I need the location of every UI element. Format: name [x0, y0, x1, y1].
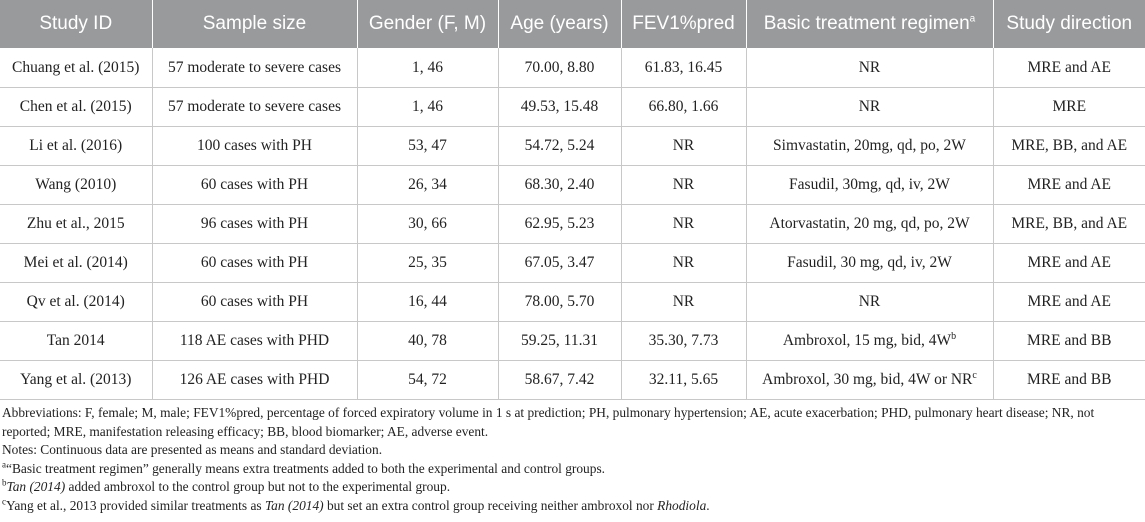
- cell-age: 78.00, 5.70: [498, 283, 621, 322]
- header-regimen-footnote-mark: a: [969, 13, 976, 25]
- footnote-b-ref: Tan (2014): [6, 479, 66, 494]
- cell-fev1: NR: [621, 166, 746, 205]
- cell-gender: 16, 44: [357, 283, 498, 322]
- table-notes: [0, 400, 1145, 515]
- cell-study-direction: MRE and AE: [993, 166, 1145, 205]
- header-regimen: [746, 0, 993, 48]
- cell-sample-size: 118 AE cases with PHD: [152, 322, 357, 361]
- cell-sample-size: 57 moderate to severe cases: [152, 88, 357, 127]
- cell-fev1: NR: [621, 205, 746, 244]
- cell-age: 59.25, 11.31: [498, 322, 621, 361]
- cell-study-id: Chen et al. (2015): [0, 88, 152, 127]
- cell-gender: 25, 35: [357, 244, 498, 283]
- table-body: [0, 48, 1145, 400]
- cell-regimen: [746, 205, 993, 244]
- cell-regimen-text: Fasudil, 30mg, qd, iv, 2W: [789, 176, 950, 193]
- table-row: [0, 361, 1145, 400]
- cell-study-direction: MRE: [993, 88, 1145, 127]
- cell-regimen-footnote-mark: b: [951, 330, 957, 342]
- footnote-c-ref: Tan (2014): [264, 497, 324, 513]
- cell-regimen: [746, 283, 993, 322]
- cell-regimen-text: NR: [858, 98, 881, 115]
- footnote-b: [2, 478, 1143, 497]
- cell-sample-size: 60 cases with PH: [152, 283, 357, 322]
- cell-sample-size: 126 AE cases with PHD: [152, 361, 357, 400]
- cell-age: 67.05, 3.47: [498, 244, 621, 283]
- cell-study-id: Li et al. (2016): [0, 127, 152, 166]
- cell-regimen-text: Atorvastatin, 20 mg, qd, po, 2W: [769, 215, 970, 232]
- cell-regimen: [746, 361, 993, 400]
- cell-gender: 26, 34: [357, 166, 498, 205]
- cell-fev1: 35.30, 7.73: [621, 322, 746, 361]
- cell-regimen-footnote-mark: c: [972, 369, 977, 381]
- cell-regimen: [746, 88, 993, 127]
- footnote-a-text: “Basic treatment regimen” generally means extra treatments added to both the experimental and control groups.: [6, 460, 606, 476]
- footnote-a: [2, 460, 1143, 479]
- cell-fev1: 66.80, 1.66: [621, 88, 746, 127]
- cell-regimen-text: Ambroxol, 30 mg, bid, 4W or NR: [762, 371, 973, 388]
- cell-regimen-text: Simvastatin, 20mg, qd, po, 2W: [773, 137, 966, 154]
- header-fev1: FEV1%pred: [621, 0, 746, 48]
- cell-regimen-text: Ambroxol, 15 mg, bid, 4W: [782, 332, 952, 349]
- cell-study-id: Wang (2010): [0, 166, 152, 205]
- cell-regimen-text: NR: [858, 293, 881, 310]
- cell-study-direction: MRE and BB: [993, 322, 1145, 361]
- cell-regimen: [746, 127, 993, 166]
- header-row: [0, 0, 1145, 48]
- footnote-a-mark: a: [2, 459, 6, 470]
- footnote-c-mark: c: [2, 496, 6, 507]
- cell-regimen-text: Fasudil, 30 mg, qd, iv, 2W: [787, 254, 952, 271]
- cell-study-id: Qv et al. (2014): [0, 283, 152, 322]
- cell-study-id: Yang et al. (2013): [0, 361, 152, 400]
- cell-gender: 30, 66: [357, 205, 498, 244]
- notes-line: Notes: Continuous data are presented as means and standard deviation.: [2, 442, 383, 457]
- table-row: [0, 166, 1145, 205]
- cell-gender: 40, 78: [357, 322, 498, 361]
- cell-study-direction: MRE, BB, and AE: [993, 205, 1145, 244]
- cell-age: 54.72, 5.24: [498, 127, 621, 166]
- cell-study-direction: MRE and AE: [993, 244, 1145, 283]
- cell-regimen-text: NR: [858, 58, 881, 76]
- header-study-id: Study ID: [0, 0, 152, 48]
- cell-sample-size: 60 cases with PH: [152, 244, 357, 283]
- cell-age: 49.53, 15.48: [498, 88, 621, 127]
- cell-fev1: NR: [621, 283, 746, 322]
- cell-regimen: [746, 48, 993, 88]
- footnote-c-text1: Yang et al., 2013 provided similar treatments as: [6, 497, 265, 513]
- cell-gender: 53, 47: [357, 127, 498, 166]
- cell-age: 58.67, 7.42: [498, 361, 621, 400]
- cell-gender: 54, 72: [357, 361, 498, 400]
- cell-fev1: 32.11, 5.65: [621, 361, 746, 400]
- cell-study-id: Mei et al. (2014): [0, 244, 152, 283]
- table-row: [0, 127, 1145, 166]
- cell-sample-size: 57 moderate to severe cases: [152, 48, 357, 88]
- cell-study-direction: MRE, BB, and AE: [993, 127, 1145, 166]
- cell-study-direction: MRE and AE: [993, 48, 1145, 88]
- cell-study-id: Chuang et al. (2015): [0, 48, 152, 88]
- header-sample-size: Sample size: [152, 0, 357, 48]
- header-study-direction: Study direction: [993, 0, 1145, 48]
- footnote-b-mark: b: [2, 477, 7, 488]
- cell-gender: 1, 46: [357, 88, 498, 127]
- footnote-c-plant: Rhodiola: [657, 497, 707, 513]
- footnote-c: [2, 497, 1143, 516]
- cell-fev1: NR: [621, 244, 746, 283]
- cell-age: 70.00, 8.80: [498, 48, 621, 88]
- footnote-c-text2: but set an extra control group receiving neither ambroxol nor: [323, 497, 658, 513]
- cell-sample-size: 96 cases with PH: [152, 205, 357, 244]
- table-row: [0, 48, 1145, 88]
- table-row: [0, 244, 1145, 283]
- cell-regimen: [746, 166, 993, 205]
- cell-regimen: [746, 244, 993, 283]
- header-age: Age (years): [498, 0, 621, 48]
- table-row: [0, 322, 1145, 361]
- cell-study-direction: MRE and BB: [993, 361, 1145, 400]
- cell-sample-size: 100 cases with PH: [152, 127, 357, 166]
- cell-study-id: Zhu et al., 2015: [0, 205, 152, 244]
- cell-study-id: Tan 2014: [0, 322, 152, 361]
- cell-gender: 1, 46: [357, 48, 498, 88]
- cell-study-direction: MRE and AE: [993, 283, 1145, 322]
- header-regimen-label: Basic treatment regimen: [763, 13, 970, 34]
- footnote-b-text: added ambroxol to the control group but not to the experimental group.: [65, 479, 451, 494]
- cell-fev1: NR: [621, 127, 746, 166]
- cell-age: 62.95, 5.23: [498, 205, 621, 244]
- table-header: [0, 0, 1145, 48]
- cell-age: 68.30, 2.40: [498, 166, 621, 205]
- table-row: [0, 205, 1145, 244]
- table-row: [0, 88, 1145, 127]
- cell-sample-size: 60 cases with PH: [152, 166, 357, 205]
- cell-fev1: 61.83, 16.45: [621, 48, 746, 88]
- header-gender: Gender (F, M): [357, 0, 498, 48]
- footnote-c-end: .: [706, 497, 710, 513]
- cell-regimen: [746, 322, 993, 361]
- table-row: [0, 283, 1145, 322]
- abbreviations-note: Abbreviations: F, female; M, male; FEV1%pred, percentage of forced expiratory volume in 1 s at prediction; PH, pulmonary hypertension; AE, acute exacerbation; PHD, pulmonary heart disease; NR, not reported; MRE, manifestation releasing efficacy; BB, blood biomarker; AE, adverse event.: [2, 405, 1095, 439]
